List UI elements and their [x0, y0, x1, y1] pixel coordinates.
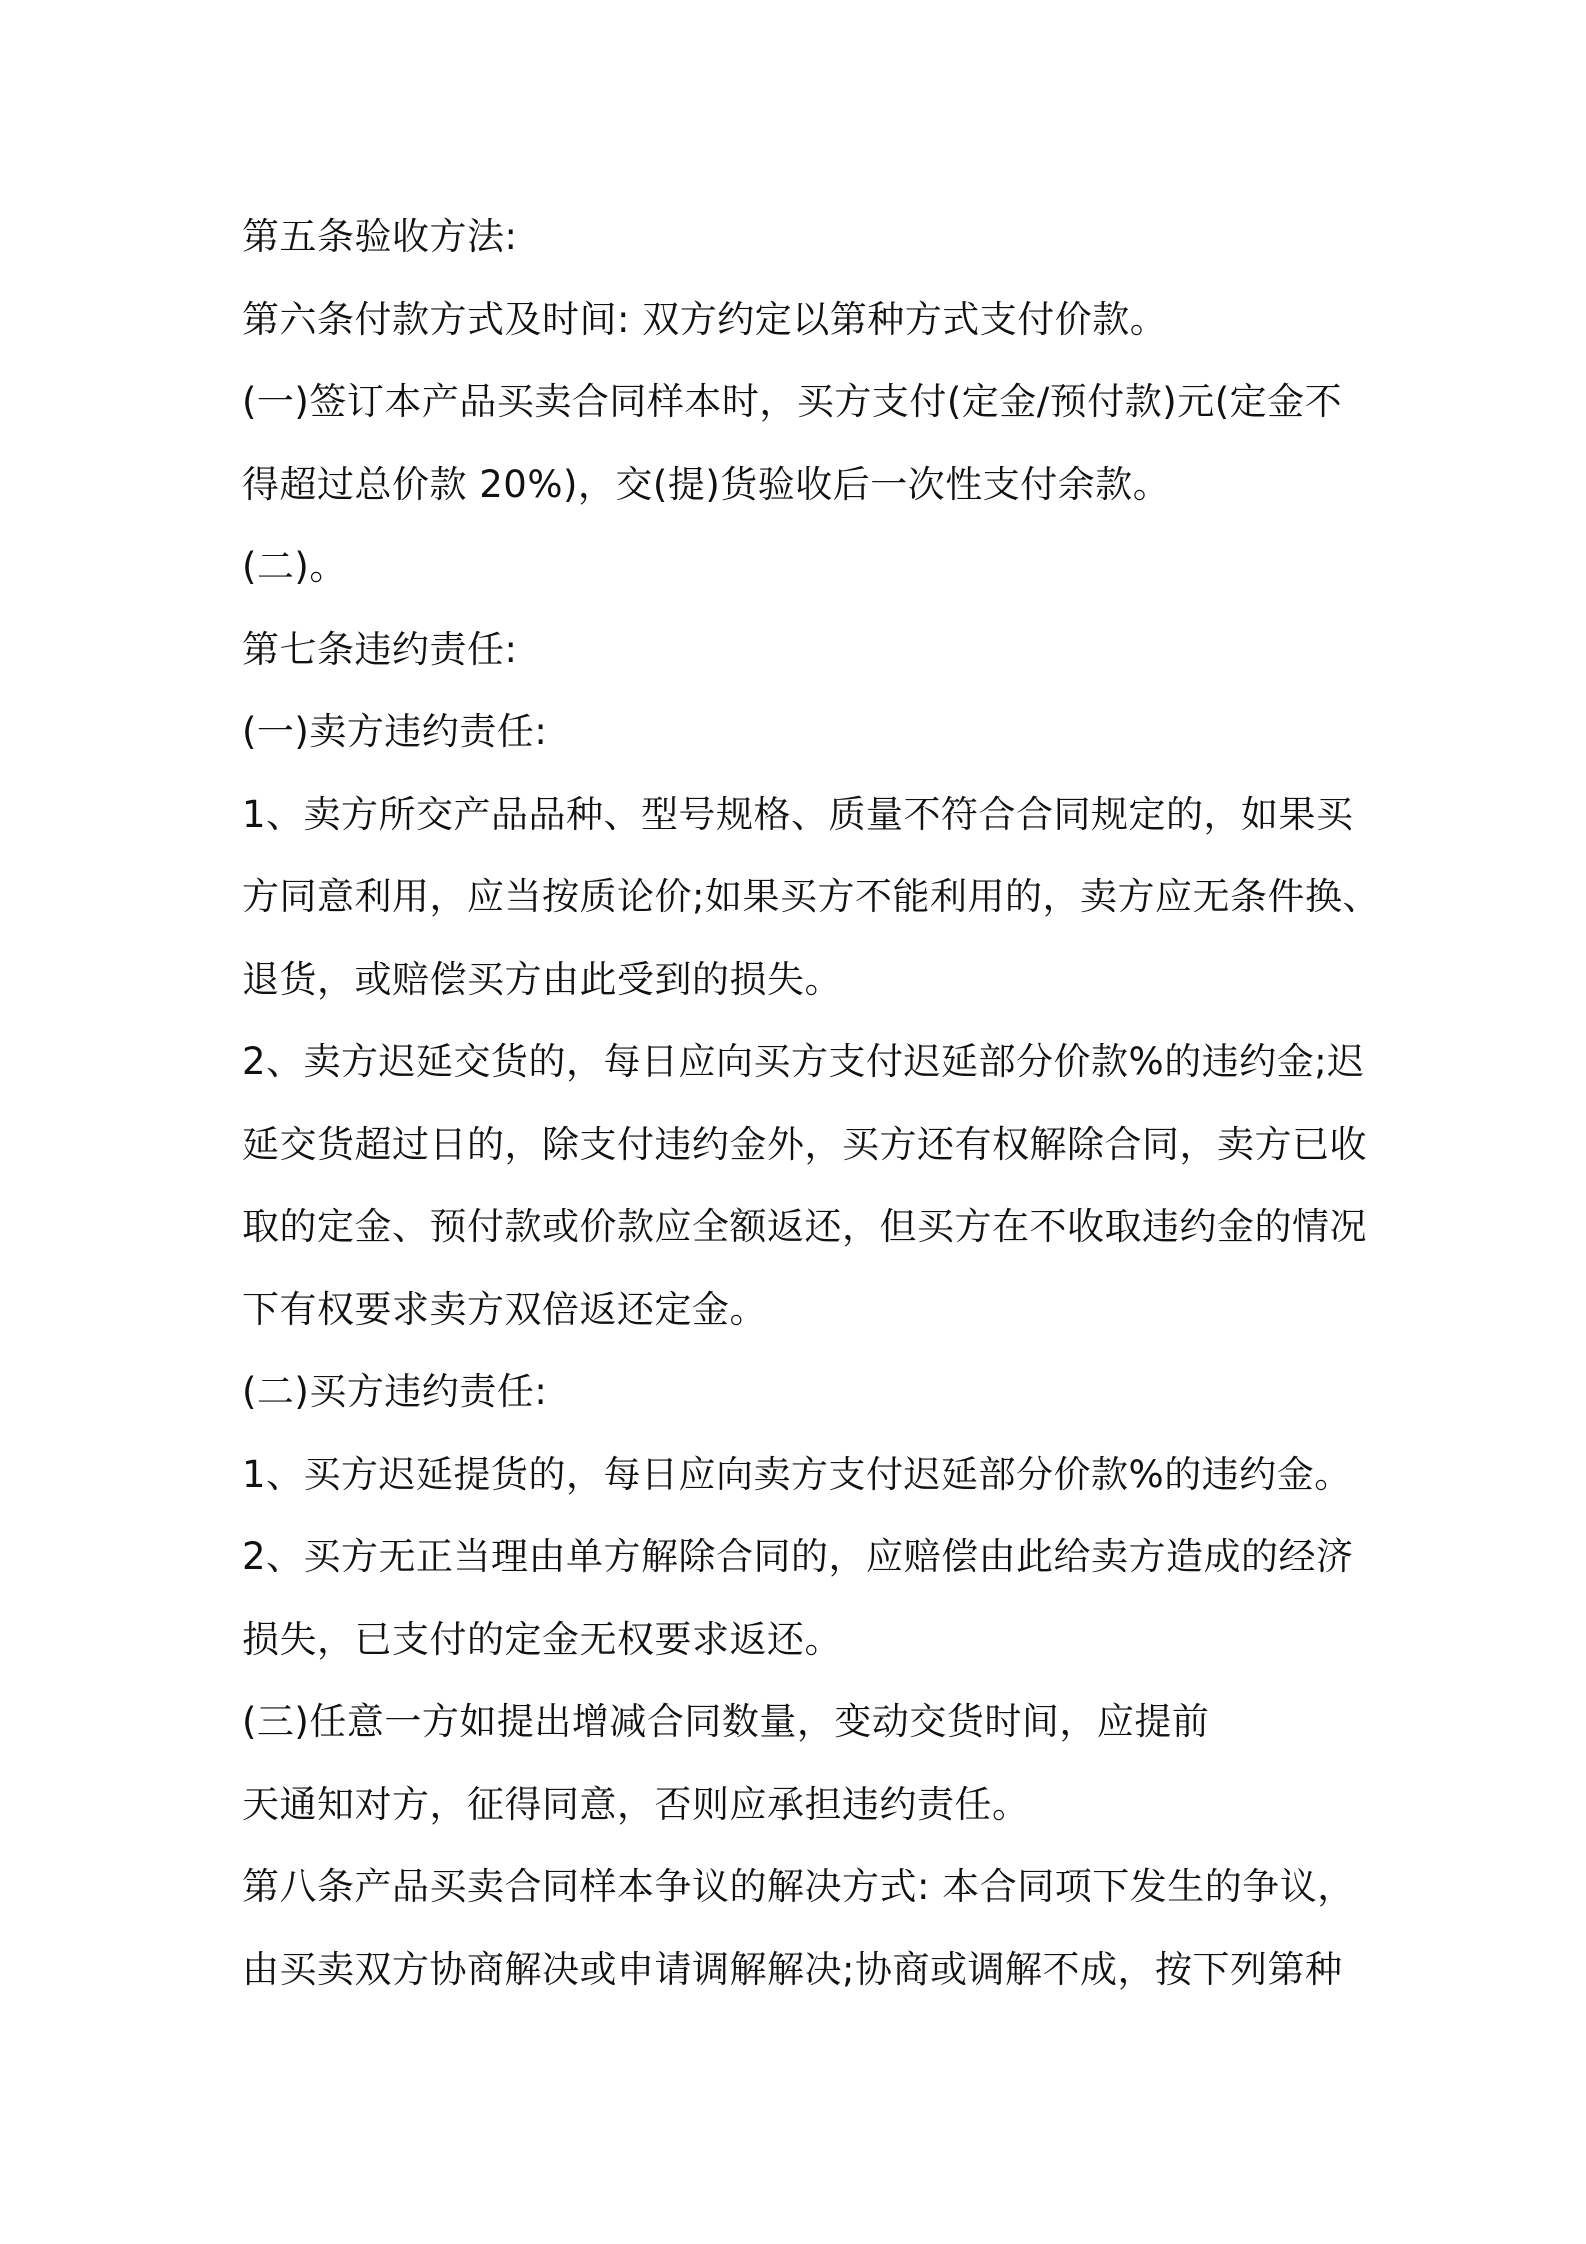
- text-line: 退货，或赔偿买方由此受到的损失。: [242, 957, 842, 1001]
- text-line: (三)任意一方如提出增减合同数量，变动交货时间，应提前: [242, 1700, 1210, 1743]
- text-line: (二)。: [242, 545, 347, 588]
- text-line: 天通知对方，征得同意，否则应承担违约责任。: [242, 1782, 1030, 1826]
- text-line: 取的定金、预付款或价款应全额返还，但买方在不收取违约金的情况: [242, 1205, 1367, 1248]
- text-line: 2、买方无正当理由单方解除合同的，应赔偿由此给卖方造成的经济: [242, 1535, 1354, 1578]
- text-line: 由买卖双方协商解决或申请调解解决;协商或调解不成，按下列第种: [242, 1947, 1343, 1991]
- text-line: (一)卖方违约责任:: [242, 710, 548, 753]
- text-line: 1、买方迟延提货的，每日应向卖方支付迟延部分价款%的违约金。: [242, 1452, 1352, 1496]
- document-body: [242, 196, 1380, 2011]
- text-line: 第五条验收方法:: [242, 215, 518, 258]
- text-line: (二)买方违约责任:: [242, 1370, 548, 1413]
- text-line: 延交货超过日的，除支付违约金外，买方还有权解除合同，卖方已收: [242, 1122, 1367, 1166]
- text-line: 第八条产品买卖合同样本争议的解决方式: 本合同项下发生的争议，: [242, 1865, 1355, 1908]
- text-line: (一)签订本产品买卖合同样本时，买方支付(定金/预付款)元(定金不: [242, 380, 1343, 423]
- text-line: 下有权要求卖方双倍返还定金。: [242, 1287, 767, 1331]
- text-line: 方同意利用，应当按质论价;如果买方不能利用的，卖方应无条件换、: [242, 875, 1380, 918]
- text-line: 损失，已支付的定金无权要求返还。: [242, 1617, 842, 1661]
- text-line: 2、卖方迟延交货的，每日应向买方支付迟延部分价款%的违约金;迟: [242, 1040, 1365, 1083]
- text-line: 第七条违约责任:: [242, 627, 518, 671]
- text-line: 得超过总价款 20%)，交(提)货验收后一次性支付余款。: [242, 462, 1171, 506]
- text-line: 第六条付款方式及时间: 双方约定以第种方式支付价款。: [242, 297, 1168, 341]
- text-line: 1、卖方所交产品品种、型号规格、质量不符合合同规定的，如果买: [242, 792, 1354, 836]
